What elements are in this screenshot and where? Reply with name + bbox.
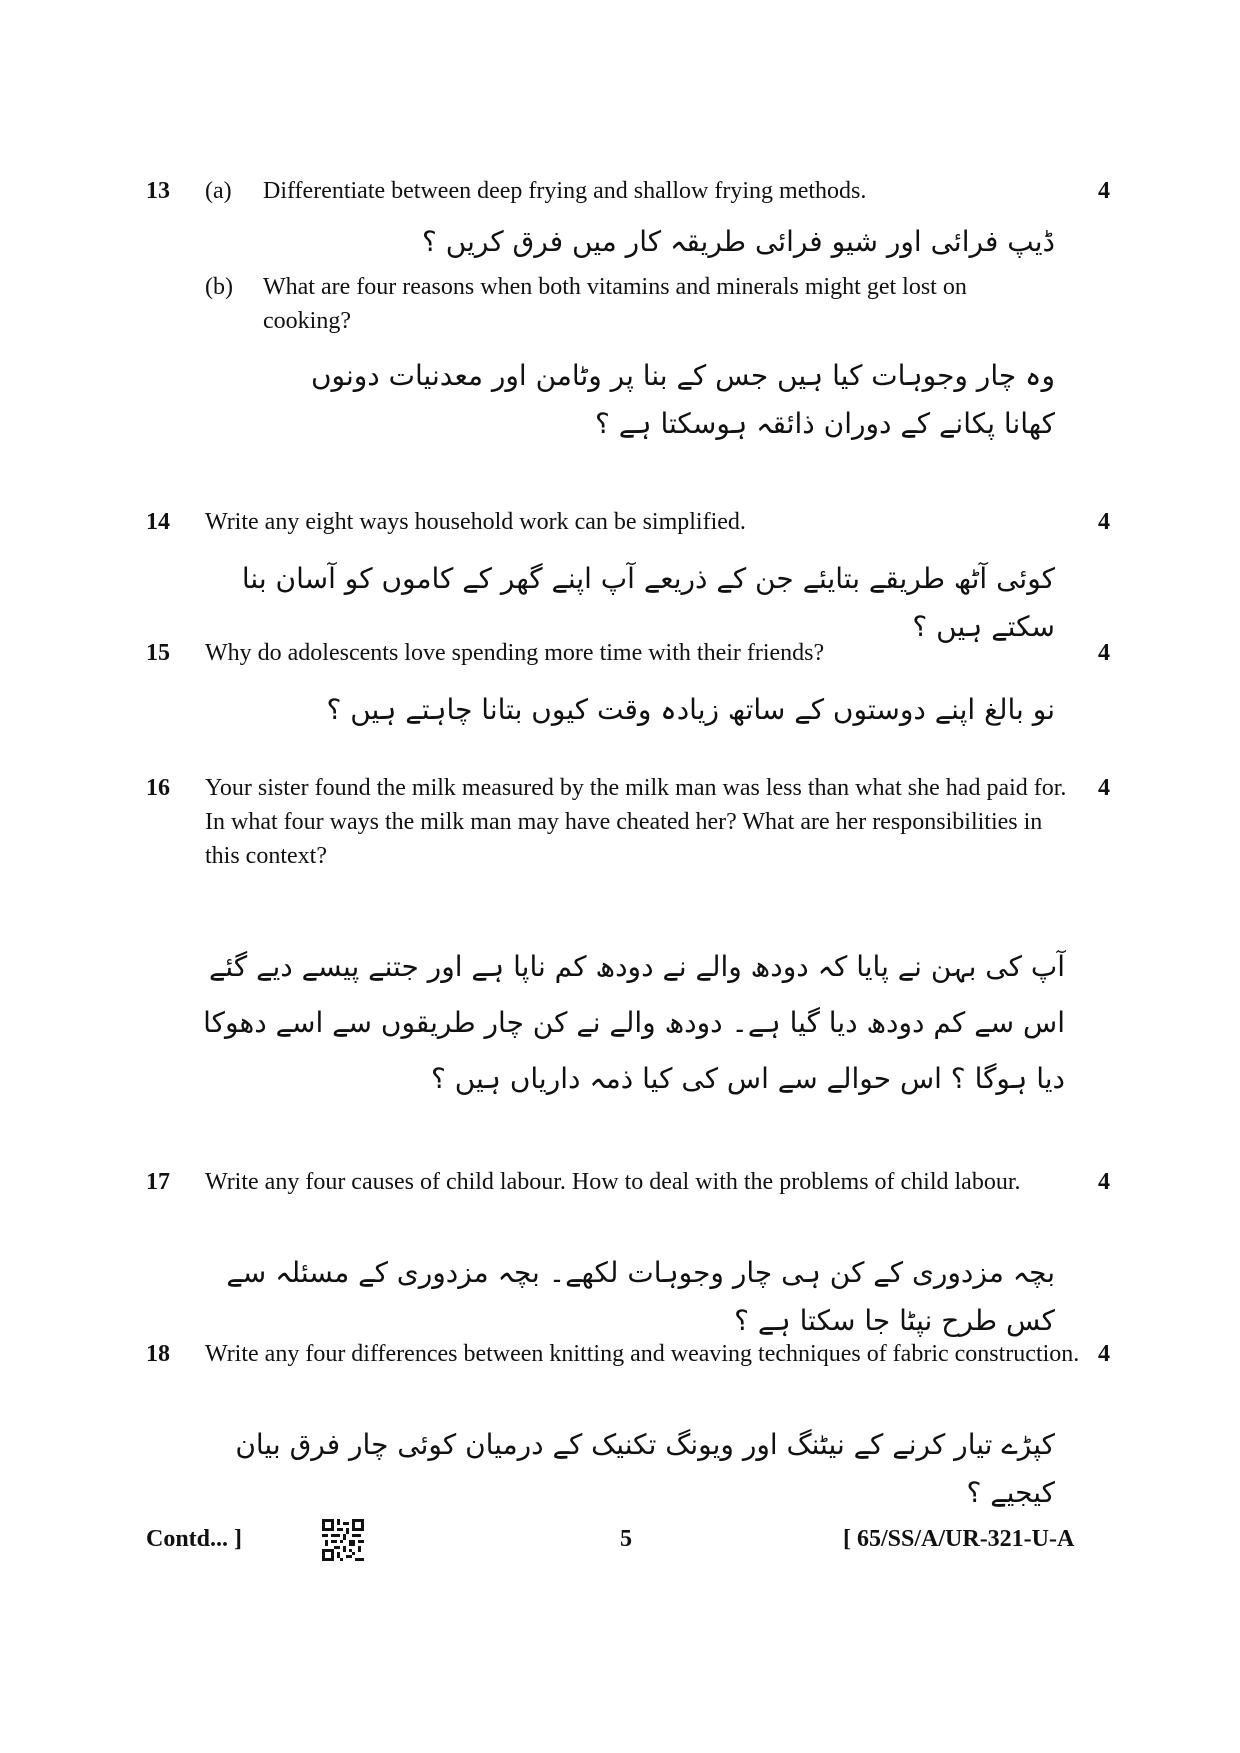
page-number: 5 bbox=[620, 1526, 632, 1552]
question-text-urdu: کپڑے تیار کرنے کے نیٹنگ اور ویونگ تکنیک کے درمیان کوئی چار فرق بیان کیجیے ؟ bbox=[235, 1428, 1055, 1509]
question-text-english: Your sister found the milk measured by the milk man was less than what she had paid for. In what four ways the milk man may have cheated her? What are her responsibilities in this context? bbox=[205, 775, 1067, 869]
question-marks: 4 bbox=[1098, 640, 1110, 666]
question-text-english: Differentiate between deep frying and shallow frying methods. bbox=[263, 178, 867, 204]
question-number: 18 bbox=[146, 1341, 170, 1367]
question-text-urdu: آپ کی بہن نے پایا کہ دودھ والے نے دودھ کم ناپا ہے اور جتنے پیسے دیے گئے اس سے کم دودھ دیا گیا ہے۔ دودھ والے نے کن چار طریقوں سے اسے دھوکا دیا ہوگا ؟ اس حوالے سے اس کی کیا ذمہ داریاں ہیں ؟ bbox=[203, 950, 1065, 1095]
question-text-urdu: بچہ مزدوری کے کن ہی چار وجوہات لکھے۔ بچہ مزدوری کے مسئلہ سے کس طرح نپٹا جا سکتا ہے ؟ bbox=[226, 1256, 1055, 1337]
question-number: 16 bbox=[146, 775, 170, 801]
question-text-english: Why do adolescents love spending more time with their friends? bbox=[205, 640, 825, 666]
page-footer bbox=[0, 1526, 1240, 1566]
question-number: 17 bbox=[146, 1169, 170, 1195]
question-text-urdu: ڈیپ فرائی اور شیو فرائی طریقہ کار میں فرق کریں ؟ bbox=[422, 225, 1055, 258]
question-marks: 4 bbox=[1098, 1169, 1110, 1195]
question-text-urdu: وہ چار وجوہات کیا ہیں جس کے بنا پر وٹامن اور معدنیات دونوں کھانا پکانے کے دوران ذائقہ ہوسکتا ہے ؟ bbox=[310, 359, 1055, 440]
question-marks: 4 bbox=[1098, 178, 1110, 204]
part-label: (a) bbox=[205, 178, 232, 204]
question-marks: 4 bbox=[1098, 1341, 1110, 1367]
question-text-urdu: کوئی آٹھ طریقے بتایئے جن کے ذریعے آپ اپنے گھر کے کاموں کو آسان بنا سکتے ہیں ؟ bbox=[241, 562, 1055, 643]
question-marks: 4 bbox=[1098, 775, 1110, 801]
part-label: (b) bbox=[205, 274, 233, 300]
question-text-english: Write any four differences between knitting and weaving techniques of fabric construction. bbox=[205, 1341, 1080, 1367]
paper-code: [ 65/SS/A/UR-321-U-A bbox=[843, 1526, 1075, 1552]
question-number: 14 bbox=[146, 509, 170, 535]
question-marks: 4 bbox=[1098, 509, 1110, 535]
question-number: 13 bbox=[146, 178, 170, 204]
qr-code-icon bbox=[322, 1519, 364, 1561]
question-number: 15 bbox=[146, 640, 170, 666]
question-text-urdu: نو بالغ اپنے دوستوں کے ساتھ زیادہ وقت کیوں بتانا چاہتے ہیں ؟ bbox=[326, 693, 1055, 726]
continued-label: Contd... ] bbox=[146, 1526, 243, 1552]
question-text-english: Write any eight ways household work can be simplified. bbox=[205, 509, 746, 535]
question-text-english: Write any four causes of child labour. How to deal with the problems of child labour. bbox=[205, 1169, 1021, 1195]
question-text-english: What are four reasons when both vitamins and minerals might get lost on cooking? bbox=[263, 274, 967, 334]
